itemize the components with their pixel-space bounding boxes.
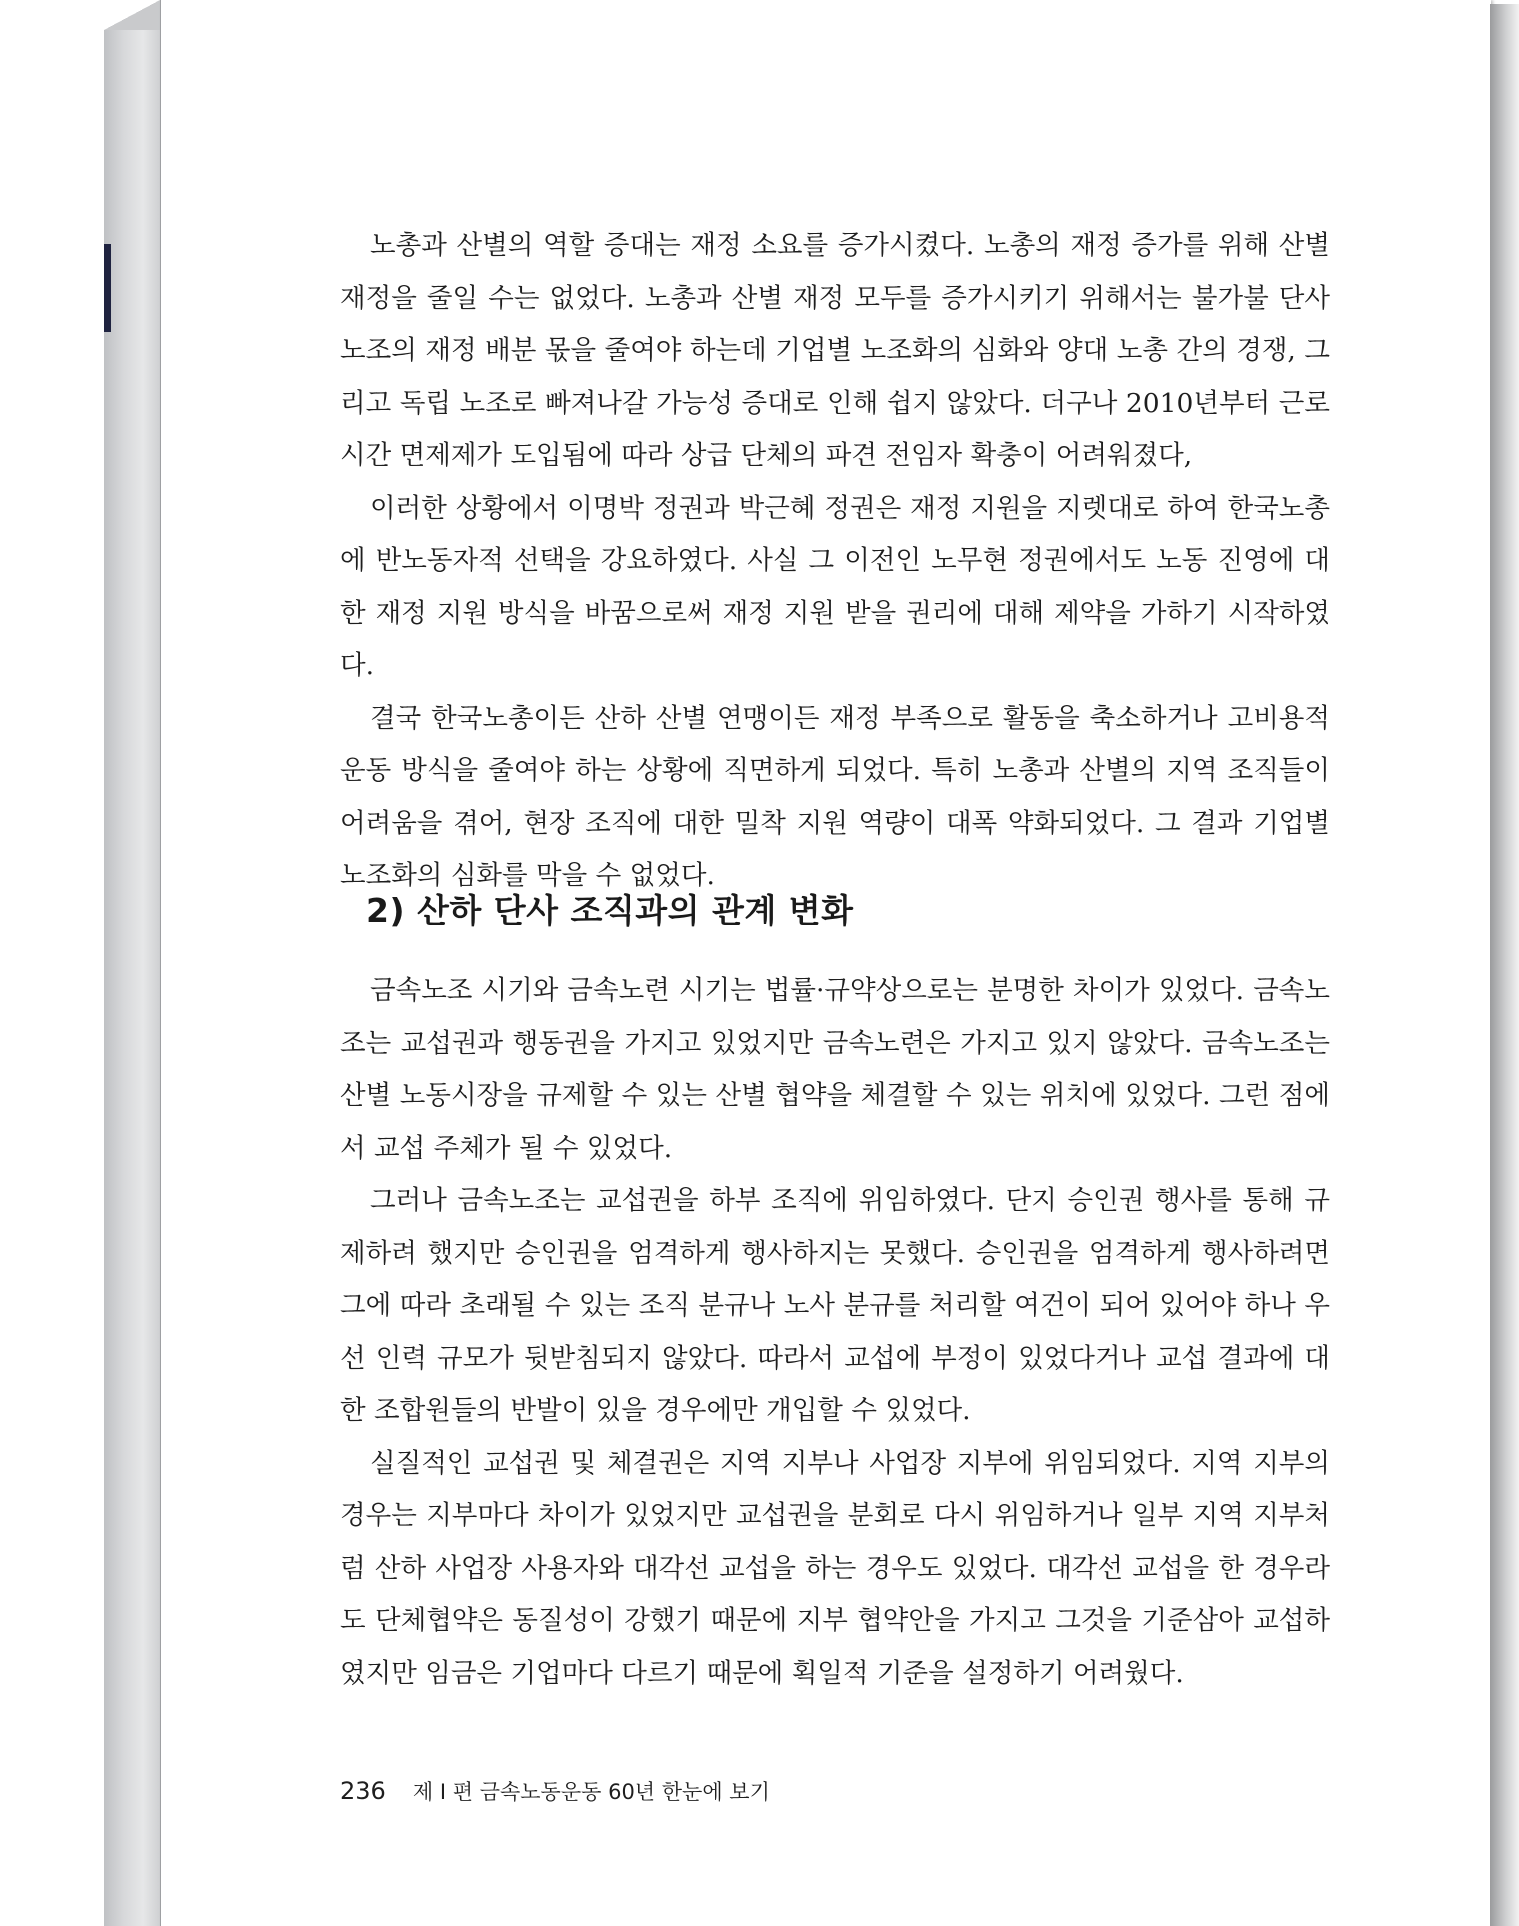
paragraph: 노총과 산별의 역할 증대는 재정 소요를 증가시켰다. 노총의 재정 증가를 위해 산별 재정을 줄일 수는 없었다. 노총과 산별 재정 모두를 증가시키기 위해서는 불가불 단사 노조의 재정 배분 몫을 줄여야 하는데 기업별 노조화의 심화와 양대 노총 간의 경쟁, 그리고 독립 노조로 빠져나갈 가능성 증대로 인해 쉽지 않았다. 더구나 2010년부터 근로시간 면제제가 도입됨에 따라 상급 단체의 파견 전임자 확충이 어려워졌다, <box>340 230 1330 471</box>
body-text-block <box>340 965 1330 1700</box>
book-edge-top <box>104 0 160 30</box>
paragraph: 금속노조 시기와 금속노련 시기는 법률·규약상으로는 분명한 차이가 있었다. 금속노조는 교섭권과 행동권을 가지고 있었지만 금속노련은 가지고 있지 않았다. 금속노조는 산별 노동시장을 규제할 수 있는 산별 협약을 체결할 수 있는 위치에 있었다. 그런 점에서 교섭 주체가 될 수 있었다. <box>340 975 1330 1164</box>
page-shadow <box>1490 4 1519 1926</box>
page-number: 236 <box>340 1777 386 1805</box>
spine-mark <box>104 244 111 332</box>
paragraph: 이러한 상황에서 이명박 정권과 박근혜 정권은 재정 지원을 지렛대로 하여 한국노총에 반노동자적 선택을 강요하였다. 사실 그 이전인 노무현 정권에서도 노동 진영에 대한 재정 지원 방식을 바꿈으로써 재정 지원 받을 권리에 대해 제약을 가하기 시작하였다. <box>340 492 1330 681</box>
body-text-block <box>340 220 1330 903</box>
paragraph: 그러나 금속노조는 교섭권을 하부 조직에 위임하였다. 단지 승인권 행사를 통해 규제하려 했지만 승인권을 엄격하게 행사하지는 못했다. 승인권을 엄격하게 행사하려면 그에 따라 초래될 수 있는 조직 분규나 노사 분규를 처리할 여건이 되어 있어야 하나 우선 인력 규모가 뒷받침되지 않았다. 따라서 교섭에 부정이 있었다거나 교섭 결과에 대한 조합원들의 반발이 있을 경우에만 개입할 수 있었다. <box>340 1185 1330 1426</box>
paragraph: 실질적인 교섭권 및 체결권은 지역 지부나 사업장 지부에 위임되었다. 지역 지부의 경우는 지부마다 차이가 있었지만 교섭권을 분회로 다시 위임하거나 일부 지역 지부처럼 산하 사업장 사용자와 대각선 교섭을 하는 경우도 있었다. 대각선 교섭을 한 경우라도 단체협약은 동질성이 강했기 때문에 지부 협약안을 가지고 그것을 기준삼아 교섭하였지만 임금은 기업마다 다르기 때문에 획일적 기준을 설정하기 어려웠다. <box>340 1447 1330 1689</box>
running-title: 제 I 편 금속노동운동 60년 한눈에 보기 <box>412 1780 770 1804</box>
paragraph: 결국 한국노총이든 산하 산별 연맹이든 재정 부족으로 활동을 축소하거나 고비용적 운동 방식을 줄여야 하는 상황에 직면하게 되었다. 특히 노총과 산별의 지역 조직들이 어려움을 겪어, 현장 조직에 대한 밀착 지원 역량이 대폭 약화되었다. 그 결과 기업별 노조화의 심화를 막을 수 없었다. <box>340 702 1330 891</box>
page-footer <box>340 1776 770 1806</box>
section-heading: 2) 산하 단사 조직과의 관계 변화 <box>366 891 854 930</box>
book-page-edges <box>104 30 160 1926</box>
